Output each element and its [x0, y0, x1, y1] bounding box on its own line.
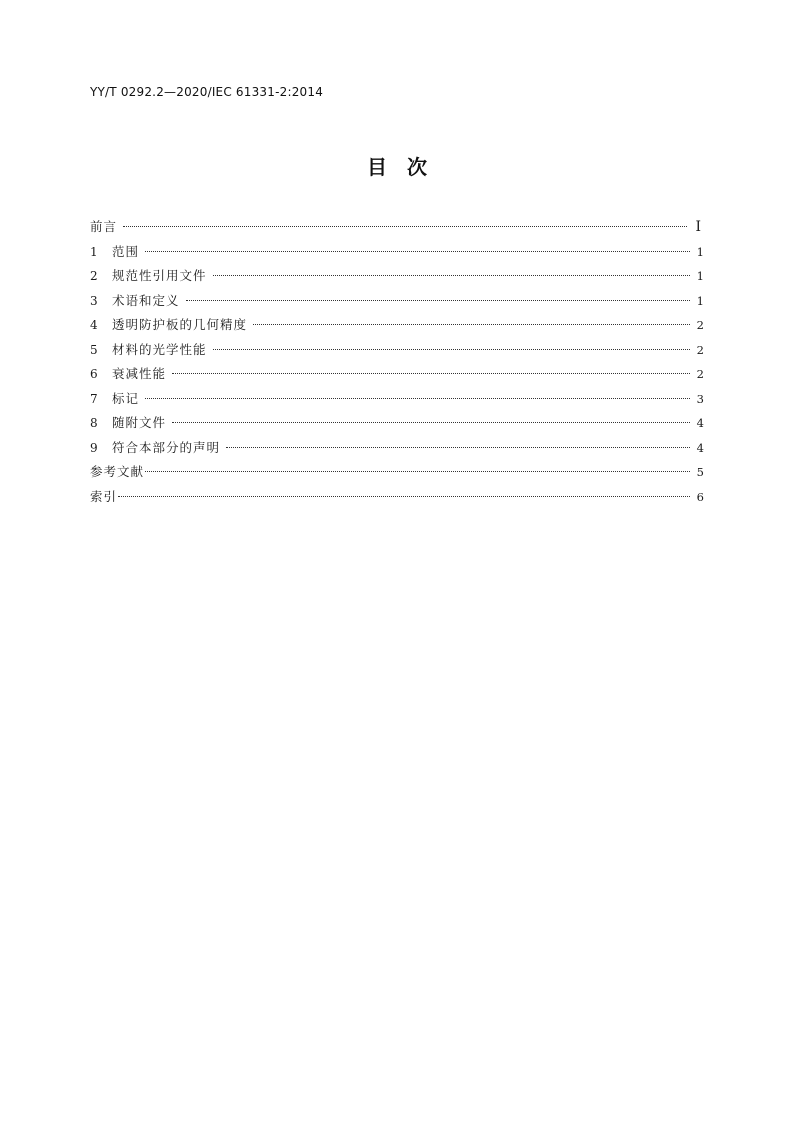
toc-entry-number: 9 [90, 440, 98, 455]
toc-entry-label: 参考文献 [90, 464, 145, 479]
toc-entry-number: 7 [90, 391, 98, 406]
toc-entry-page: 3 [696, 391, 704, 406]
toc-entry-statement-of-compliance[interactable] [90, 436, 704, 461]
toc-entry-scope[interactable] [90, 240, 704, 265]
toc-entry-label: 索引 [90, 488, 118, 504]
dot-leader [123, 226, 687, 227]
toc-entry-label: 前言 [90, 219, 118, 234]
toc-entry-number: 4 [90, 318, 98, 332]
toc-entry-number: 1 [90, 244, 98, 259]
toc-entry-accompanying-documents[interactable] [90, 411, 704, 436]
dot-leader [145, 251, 690, 252]
toc-entry-number: 3 [90, 293, 98, 308]
toc-entry-page: 1 [696, 293, 704, 308]
dot-leader [172, 373, 690, 374]
toc-entry-label: 材料的光学性能 [112, 341, 207, 357]
toc-entry-page: 2 [696, 342, 704, 357]
toc-entry-label: 透明防护板的几何精度 [112, 317, 248, 332]
toc-entry-page: 5 [696, 465, 704, 479]
toc-entry-page: 1 [696, 244, 704, 259]
toc-title: 目 次 [367, 155, 427, 179]
toc-entry-label: 标记 [112, 390, 140, 406]
toc-entry-page: 4 [696, 416, 704, 430]
dot-leader [145, 398, 690, 399]
toc-entry-geometric-accuracy[interactable] [90, 313, 704, 338]
table-of-contents [90, 215, 704, 509]
toc-entry-foreword[interactable] [90, 215, 704, 240]
toc-entry-normative-references[interactable] [90, 264, 704, 289]
dot-leader [213, 349, 690, 350]
document-code: YY/T 0292.2—2020/IEC 61331-2:2014 [90, 85, 324, 99]
toc-entry-label: 术语和定义 [112, 292, 180, 308]
toc-entry-page: 2 [696, 367, 704, 381]
toc-entry-terms-definitions[interactable] [90, 289, 704, 314]
toc-entry-label: 规范性引用文件 [112, 268, 207, 283]
dot-leader [186, 300, 690, 301]
dot-leader [118, 496, 690, 497]
dot-leader [253, 324, 690, 325]
dot-leader [213, 275, 690, 276]
toc-entry-attenuation[interactable] [90, 362, 704, 387]
dot-leader [172, 422, 690, 423]
toc-entry-bibliography[interactable] [90, 460, 704, 485]
toc-entry-number: 8 [90, 416, 98, 430]
toc-entry-page: 6 [696, 489, 704, 504]
toc-entry-label: 范围 [112, 243, 140, 259]
toc-entry-number: 2 [90, 269, 98, 283]
toc-entry-marking[interactable] [90, 387, 704, 412]
dot-leader [145, 471, 690, 472]
toc-entry-page: I [695, 219, 701, 235]
toc-entry-number: 6 [90, 367, 98, 381]
toc-entry-page: 2 [696, 318, 704, 332]
toc-entry-label: 符合本部分的声明 [112, 439, 221, 455]
dot-leader [226, 447, 690, 448]
toc-entry-page: 1 [696, 269, 704, 283]
toc-entry-index[interactable] [90, 485, 704, 510]
toc-entry-label: 衰减性能 [112, 366, 167, 381]
toc-entry-number: 5 [90, 342, 98, 357]
toc-entry-label: 随附文件 [112, 415, 167, 430]
toc-entry-page: 4 [696, 440, 704, 455]
toc-entry-optical-properties[interactable] [90, 338, 704, 363]
